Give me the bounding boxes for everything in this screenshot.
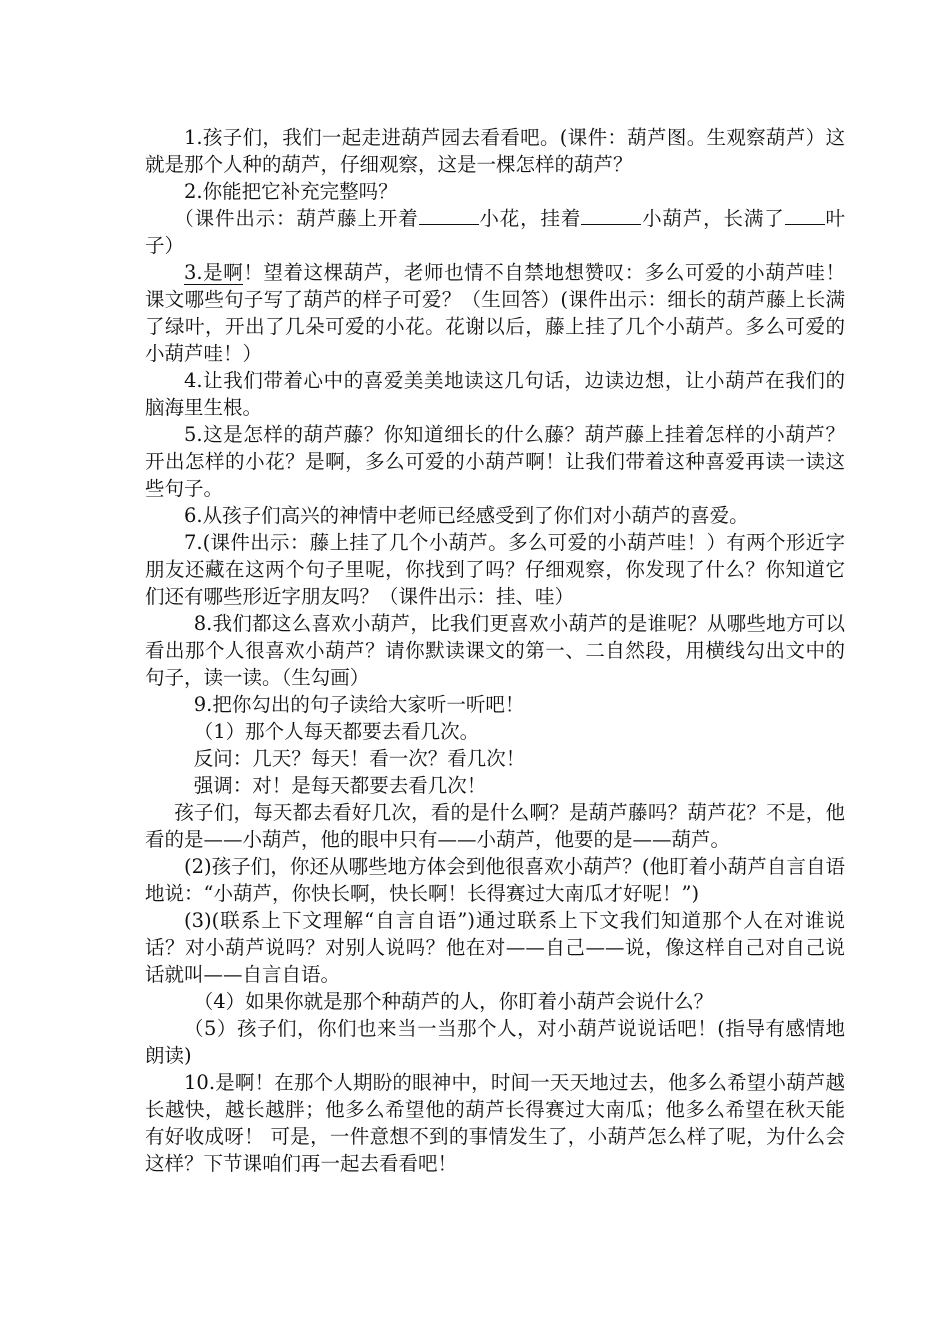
paragraph-4	[145, 259, 845, 367]
fill-in-blank-3	[785, 208, 825, 225]
paragraph-15: (2)孩子们，你还从哪些地方体会到他很喜欢小葫芦？(他盯着小葫芦自言自语地说：“小葫芦，你快长啊，快长啊！长得赛过大南瓜才好呢！”)	[145, 855, 845, 905]
paragraph-1: 1.孩子们，我们一起走进葫芦园去看看吧。(课件：葫芦图。生观察葫芦）这就是那个人种的葫芦，仔细观察，这是一棵怎样的葫芦？	[145, 126, 845, 176]
paragraph-7: 6.从孩子们高兴的神情中老师已经感受到了你们对小葫芦的喜爱。	[184, 504, 749, 527]
paragraph-19: 10.是啊！在那个人期盼的眼神中，时间一天天地过去，他多么希望小葫芦越长越快，越长越胖；他多么希望他的葫芦长得赛过大南瓜；他多么希望在秋天能有好收成呀！ 可是，一件意想不到的事情发生了，小葫芦怎么样了呢，为什么会这样？下节课咱们再一起去看看吧！	[145, 1071, 845, 1175]
paragraph-17: （4）如果你就是那个种葫芦的人，你盯着小葫芦会说什么？	[193, 990, 714, 1013]
paragraph-18: （5）孩子们，你们也来当一当那个人，对小葫芦说说话吧！(指导有感情地朗读)	[145, 1017, 845, 1067]
fill-in-text-4: 叶子）	[145, 207, 845, 257]
paragraph-2: 2.你能把它补充完整吗？	[184, 180, 398, 203]
paragraph-8: 7.(课件出示：藤上挂了几个小葫芦。多么可爱的小葫芦哇！）有两个形近字朋友还藏在这两个句子里呢，你找到了吗？仔细观察，你发现了什么？你知道它们还有哪些形近字朋友吗？（课件出示：挂、哇）	[145, 531, 845, 608]
paragraph-11: （1）那个人每天都要去看几次。	[193, 720, 480, 743]
fill-in-blank-2	[581, 208, 641, 225]
document-body	[145, 124, 845, 1177]
paragraph-4-rest: ！望着这棵葫芦，老师也情不自禁地想赞叹：多么可爱的小葫芦哇！课文哪些句子写了葫芦的样子可爱？（生回答）(课件出示：细长的葫芦藤上长满了绿叶，开出了几朵可爱的小花。花谢以后，藤上挂了几个小葫芦。多么可爱的小葫芦哇！）	[145, 261, 845, 365]
paragraph-9: 8.我们都这么喜欢小葫芦，比我们更喜欢小葫芦的是谁呢？从哪些地方可以看出那个人很喜欢小葫芦？请你默读课文的第一、二自然段，用横线勾出文中的句子，读一读。（生勾画）	[145, 612, 845, 689]
paragraph-3	[145, 205, 845, 259]
paragraph-6: 5.这是怎样的葫芦藤？你知道细长的什么藤？葫芦藤上挂着怎样的小葫芦？开出怎样的小花？是啊，多么可爱的小葫芦啊！让我们带着这种喜爱再读一读这些句子。	[145, 423, 845, 500]
paragraph-16: (3)(联系上下文理解“自言自语”)通过联系上下文我们知道那个人在对谁说话？对小葫芦说吗？对别人说吗？他在对——自己——说，像这样自己对自己说话就叫——自言自语。	[145, 909, 845, 986]
paragraph-13: 强调：对！是每天都要去看几次！	[193, 774, 487, 797]
fill-in-text-1: （课件出示：葫芦藤上开着	[174, 207, 419, 230]
paragraph-12: 反问：几天？每天！看一次？看几次！	[193, 747, 526, 770]
fill-in-text-3: 小葫芦，长满了	[641, 207, 785, 230]
underlined-text: 3.是啊	[184, 261, 244, 284]
fill-in-text-2: 小花，挂着	[478, 207, 582, 230]
fill-in-blank-1	[419, 208, 479, 225]
paragraph-14: 孩子们，每天都去看好几次，看的是什么啊？是葫芦藤吗？葫芦花？不是，他看的是——小葫芦，他的眼中只有——小葫芦，他要的是——葫芦。	[145, 801, 845, 851]
paragraph-10: 9.把你勾出的句子读给大家听一听吧！	[193, 693, 525, 716]
paragraph-5: 4.让我们带着心中的喜爱美美地读这几句话，边读边想，让小葫芦在我们的脑海里生根。	[145, 369, 845, 419]
